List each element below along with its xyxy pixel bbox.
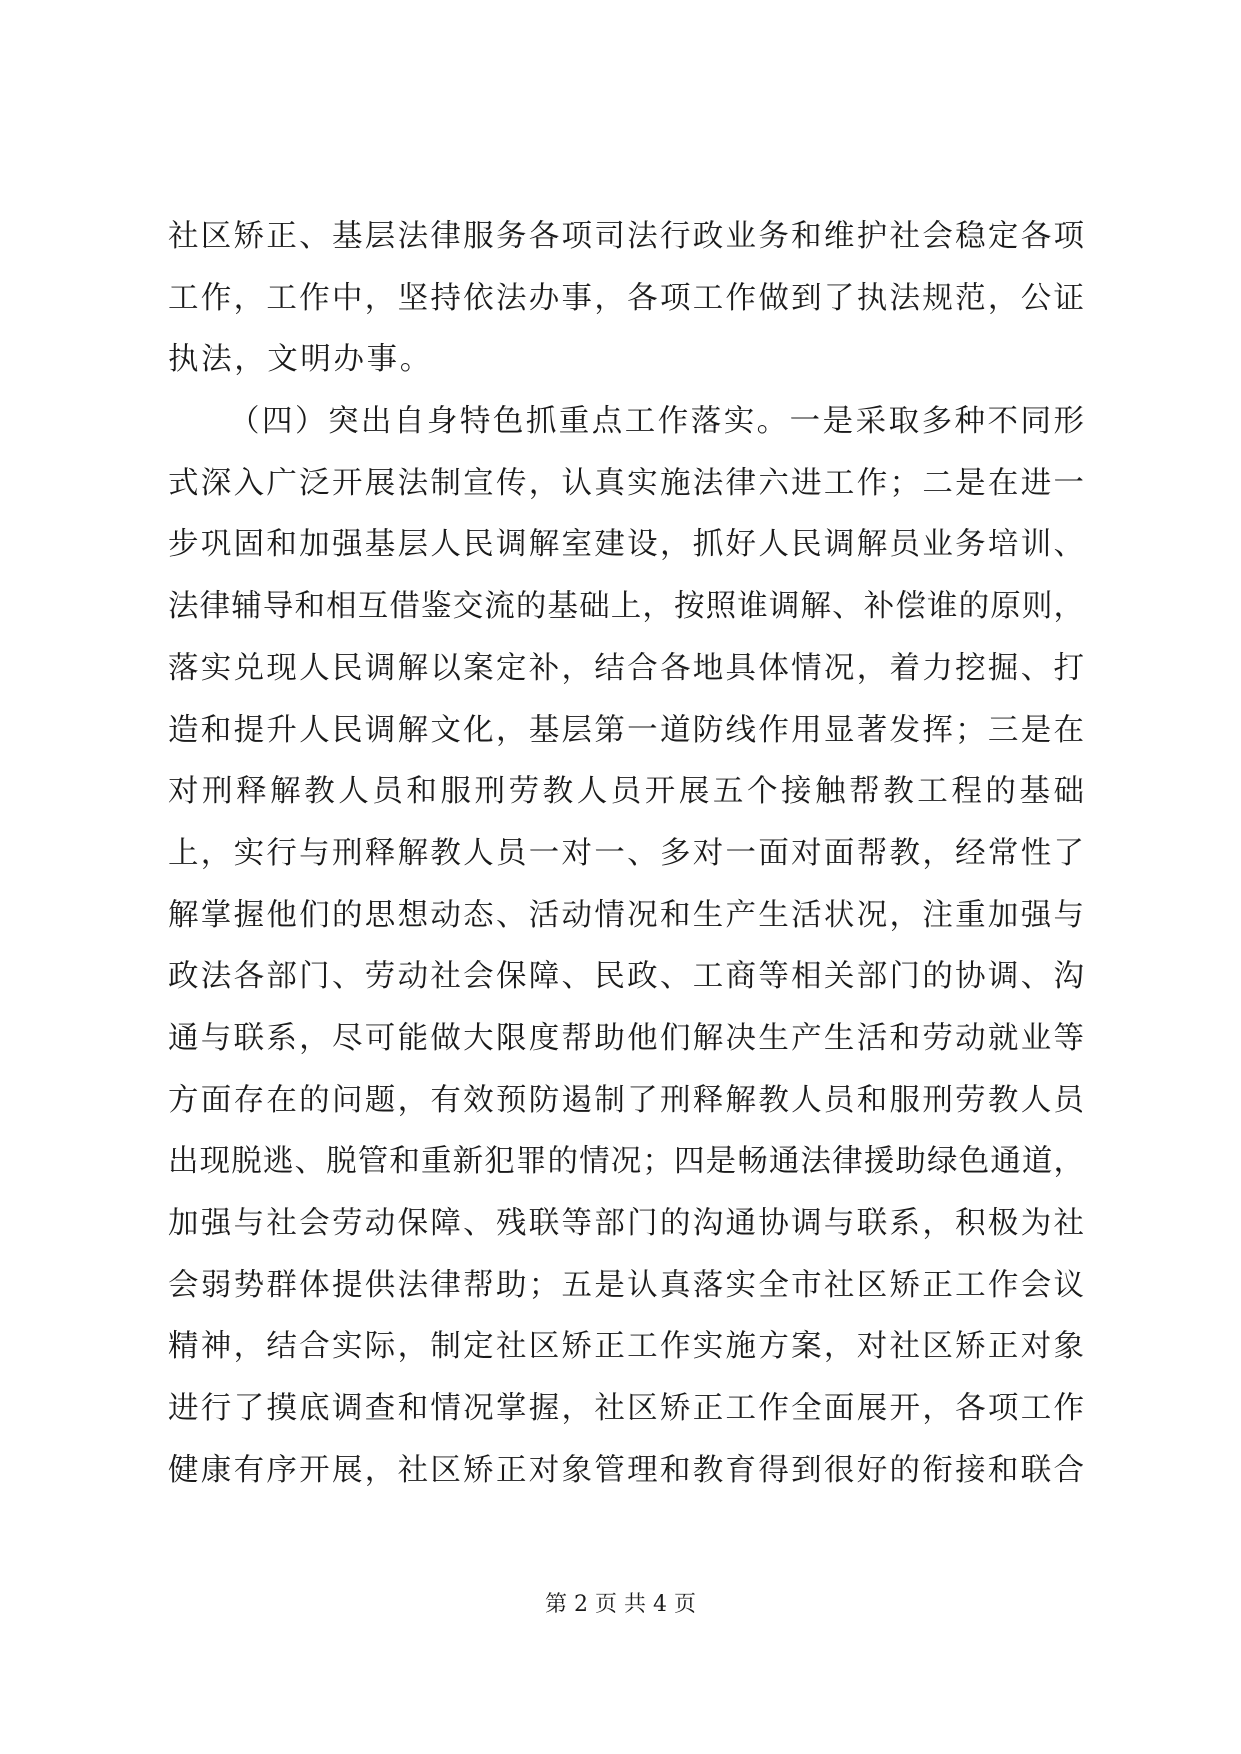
text-line: （四）突出自身特色抓重点工作落实。一是采取多种不同形 bbox=[229, 404, 1084, 440]
text-line: 健康有序开展，社区矫正对象管理和教育得到很好的衔接和联合 bbox=[168, 1452, 1084, 1488]
document-body bbox=[168, 206, 1084, 1501]
text-line: 社区矫正、基层法律服务各项司法行政业务和维护社会稳定各项 bbox=[168, 219, 1084, 254]
text-line: 解掌握他们的思想动态、活动情况和生产生活状况，注重加强与 bbox=[168, 897, 1084, 933]
text-line: 造和提升人民调解文化，基层第一道防线作用显著发挥；三是在 bbox=[168, 712, 1084, 748]
text-line: 会弱势群体提供法律帮助；五是认真落实全市社区矫正工作会议 bbox=[168, 1267, 1084, 1303]
text-line: 出现脱逃、脱管和重新犯罪的情况；四是畅通法律援助绿色通道， bbox=[168, 1144, 1084, 1180]
text-line: 式深入广泛开展法制宣传，认真实施法律六进工作；二是在进一 bbox=[168, 465, 1084, 501]
page-number-footer: 第 2 页 共 4 页 bbox=[545, 1592, 696, 1617]
text-line: 法律辅导和相互借鉴交流的基础上，按照谁调解、补偿谁的原则， bbox=[168, 589, 1084, 625]
text-line: 加强与社会劳动保障、残联等部门的沟通协调与联系，积极为社 bbox=[168, 1206, 1084, 1241]
text-line: 政法各部门、劳动社会保障、民政、工商等相关部门的协调、沟 bbox=[168, 959, 1084, 995]
text-line: 落实兑现人民调解以案定补，结合各地具体情况，着力挖掘、打 bbox=[168, 650, 1084, 686]
paragraph-2 bbox=[168, 391, 1084, 1501]
text-line: 执法，文明办事。 bbox=[168, 342, 433, 378]
text-line: 精神，结合实际，制定社区矫正工作实施方案，对社区矫正对象 bbox=[168, 1329, 1084, 1365]
paragraph-1 bbox=[168, 206, 1084, 391]
text-line: 步巩固和加强基层人民调解室建设，抓好人民调解员业务培训、 bbox=[168, 527, 1084, 563]
text-line: 通与联系，尽可能做大限度帮助他们解决生产生活和劳动就业等 bbox=[168, 1020, 1084, 1056]
text-line: 工作，工作中，坚持依法办事，各项工作做到了执法规范，公证 bbox=[168, 280, 1084, 316]
text-line: 方面存在的问题，有效预防遏制了刑释解教人员和服刑劳教人员 bbox=[168, 1082, 1084, 1118]
text-line: 进行了摸底调查和情况掌握，社区矫正工作全面展开，各项工作 bbox=[168, 1391, 1084, 1427]
text-line: 上，实行与刑释解教人员一对一、多对一面对面帮教，经常性了 bbox=[168, 835, 1084, 871]
text-line: 对刑释解教人员和服刑劳教人员开展五个接触帮教工程的基础 bbox=[168, 774, 1084, 810]
